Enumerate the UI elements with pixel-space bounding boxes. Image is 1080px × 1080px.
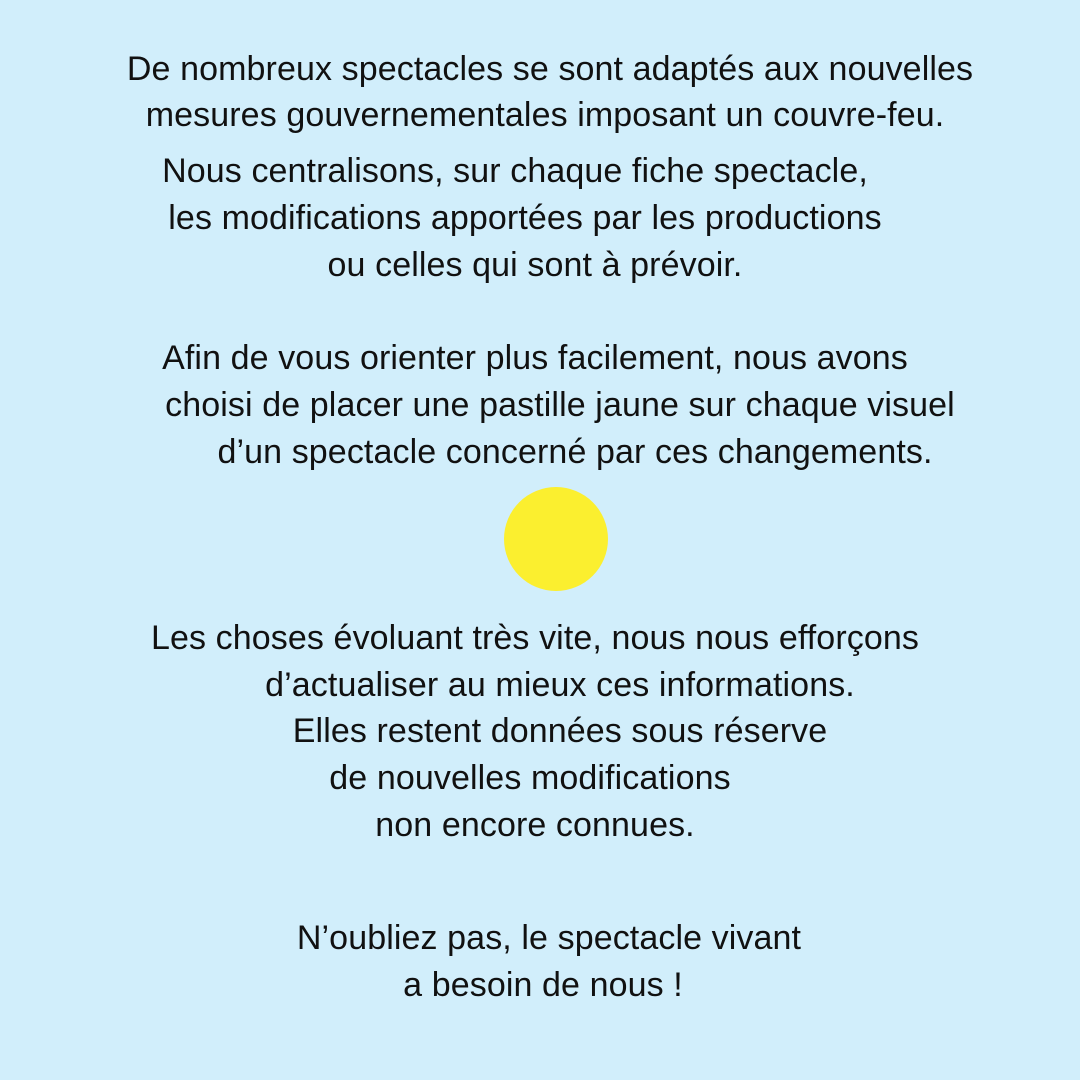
centralization-line-2: les modifications apportées par les productions [168, 199, 882, 237]
updates-line-5: non encore connues. [375, 806, 695, 844]
orientation-line-2: choisi de placer une pastille jaune sur chaque visuel [165, 386, 955, 424]
closing-line-2: a besoin de nous ! [403, 966, 683, 1004]
intro-line-2: mesures gouvernementales imposant un couvre-feu. [145, 96, 945, 134]
centralization-line-1: Nous centralisons, sur chaque fiche spectacle, [162, 152, 868, 190]
updates-line-2: d’actualiser au mieux ces informations. [265, 666, 855, 704]
centralization-line-3: ou celles qui sont à prévoir. [327, 246, 743, 284]
intro-line-1: De nombreux spectacles se sont adaptés aux nouvelles [126, 50, 974, 88]
orientation-line-3: d’un spectacle concerné par ces changements. [217, 433, 933, 471]
updates-line-1: Les choses évoluant très vite, nous nous efforçons [151, 619, 919, 657]
closing-line-1: N’oubliez pas, le spectacle vivant [296, 919, 802, 957]
updates-line-3: Elles restent données sous réserve [292, 712, 828, 750]
yellow-dot [504, 487, 608, 591]
updates-line-4: de nouvelles modifications [329, 759, 731, 797]
orientation-line-1: Afin de vous orienter plus facilement, nous avons [162, 339, 908, 377]
